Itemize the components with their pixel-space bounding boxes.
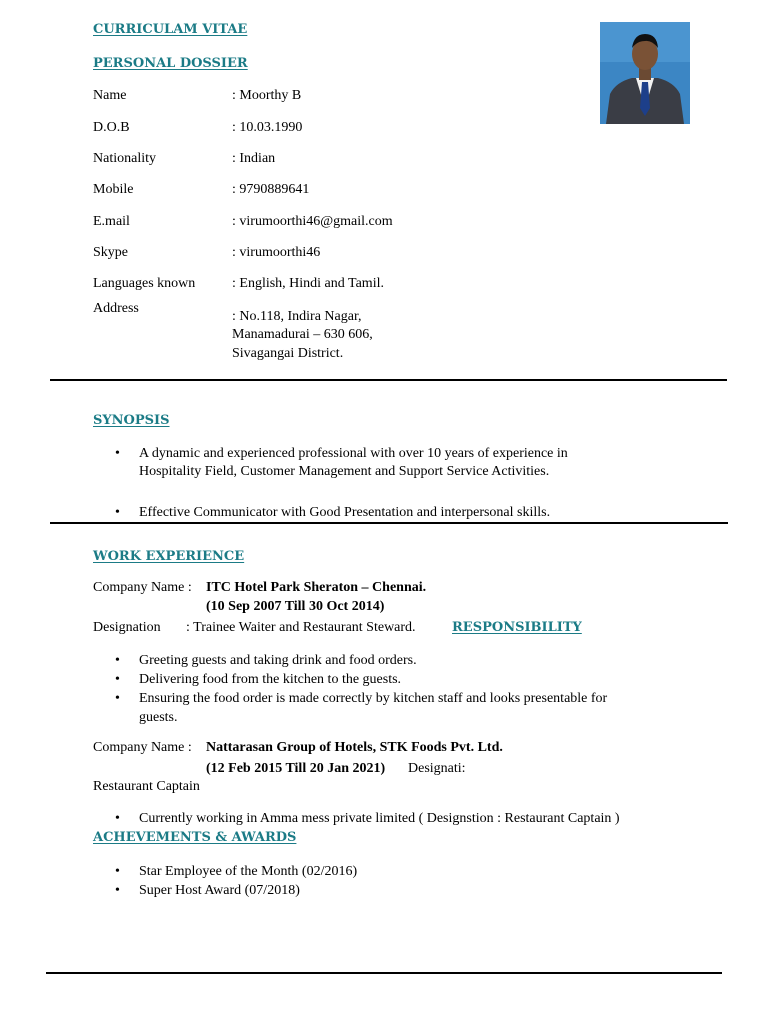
company-label: Company Name : [93,580,192,595]
designation-value: Restaurant Captain [93,779,200,794]
bullet-marker: • [115,691,120,706]
employment-period: (12 Feb 2015 Till 20 Jan 2021) [206,761,386,776]
responsibility-heading: RESPONSIBILITY [452,620,582,635]
designation-fragment: Designati: [408,761,466,776]
portrait-image [600,22,690,124]
address-label: Address [93,301,139,316]
duty-text-continuation: guests. [139,710,178,725]
email-value: : virumoorthi46@gmail.com [232,214,393,229]
award-text: Super Host Award (07/2018) [139,883,300,898]
address-line-3: Sivagangai District. [232,346,344,361]
address-line-2: Manamadurai – 630 606, [232,327,373,342]
skype-label: Skype [93,245,128,260]
email-label: E.mail [93,214,130,229]
mobile-label: Mobile [93,182,134,197]
synopsis-bullet-continuation: Hospitality Field, Customer Management and Support Service Activities. [139,464,550,479]
employment-period: (10 Sep 2007 Till 30 Oct 2014) [206,599,385,614]
bullet-marker: • [115,883,120,898]
bullet-marker: • [115,653,120,668]
bullet-marker: • [115,864,120,879]
duty-text: Delivering food from the kitchen to the guests. [139,672,402,687]
nationality-label: Nationality [93,151,156,166]
bullet-marker: • [115,672,120,687]
award-text: Star Employee of the Month (02/2016) [139,864,358,879]
bullet-marker: • [115,811,120,826]
synopsis-bullet-text: A dynamic and experienced professional with over 10 years of experience in [139,446,568,461]
designation-value: : Trainee Waiter and Restaurant Steward. [186,620,416,635]
synopsis-bullet-text: Effective Communicator with Good Presentation and interpersonal skills. [139,505,551,520]
duty-text: Greeting guests and taking drink and food orders. [139,653,417,668]
bullet-marker: • [115,446,120,461]
document-title: CURRICULAM VITAE [93,22,248,37]
mobile-value: : 9790889641 [232,182,310,197]
synopsis-heading: SYNOPSIS [93,413,170,428]
section-divider [50,379,727,381]
skype-value: : virumoorthi46 [232,245,321,260]
work-experience-heading: WORK EXPERIENCE [93,549,245,564]
personal-dossier-heading: PERSONAL DOSSIER [93,56,248,71]
languages-value: : English, Hindi and Tamil. [232,276,384,291]
duty-text: Ensuring the food order is made correctly by kitchen staff and looks presentable for [139,691,608,706]
dob-label: D.O.B [93,120,130,135]
section-divider [50,522,728,524]
achievements-heading: ACHEVEMENTS & AWARDS [93,830,297,845]
work-bullet-text: Currently working in Amma mess private limited ( Designstion : Restaurant Captain ) [139,811,620,826]
company-label: Company Name : [93,740,192,755]
name-label: Name [93,88,127,103]
footer-divider [46,972,722,974]
bullet-marker: • [115,505,120,520]
name-value: : Moorthy B [232,88,302,103]
designation-label: Designation [93,620,161,635]
profile-photo [600,22,690,124]
company-name: Nattarasan Group of Hotels, STK Foods Pvt. Ltd. [206,740,503,755]
dob-value: : 10.03.1990 [232,120,303,135]
company-name: ITC Hotel Park Sheraton – Chennai. [206,580,427,595]
nationality-value: : Indian [232,151,276,166]
languages-label: Languages known [93,276,196,291]
address-line-1: : No.118, Indira Nagar, [232,309,362,324]
